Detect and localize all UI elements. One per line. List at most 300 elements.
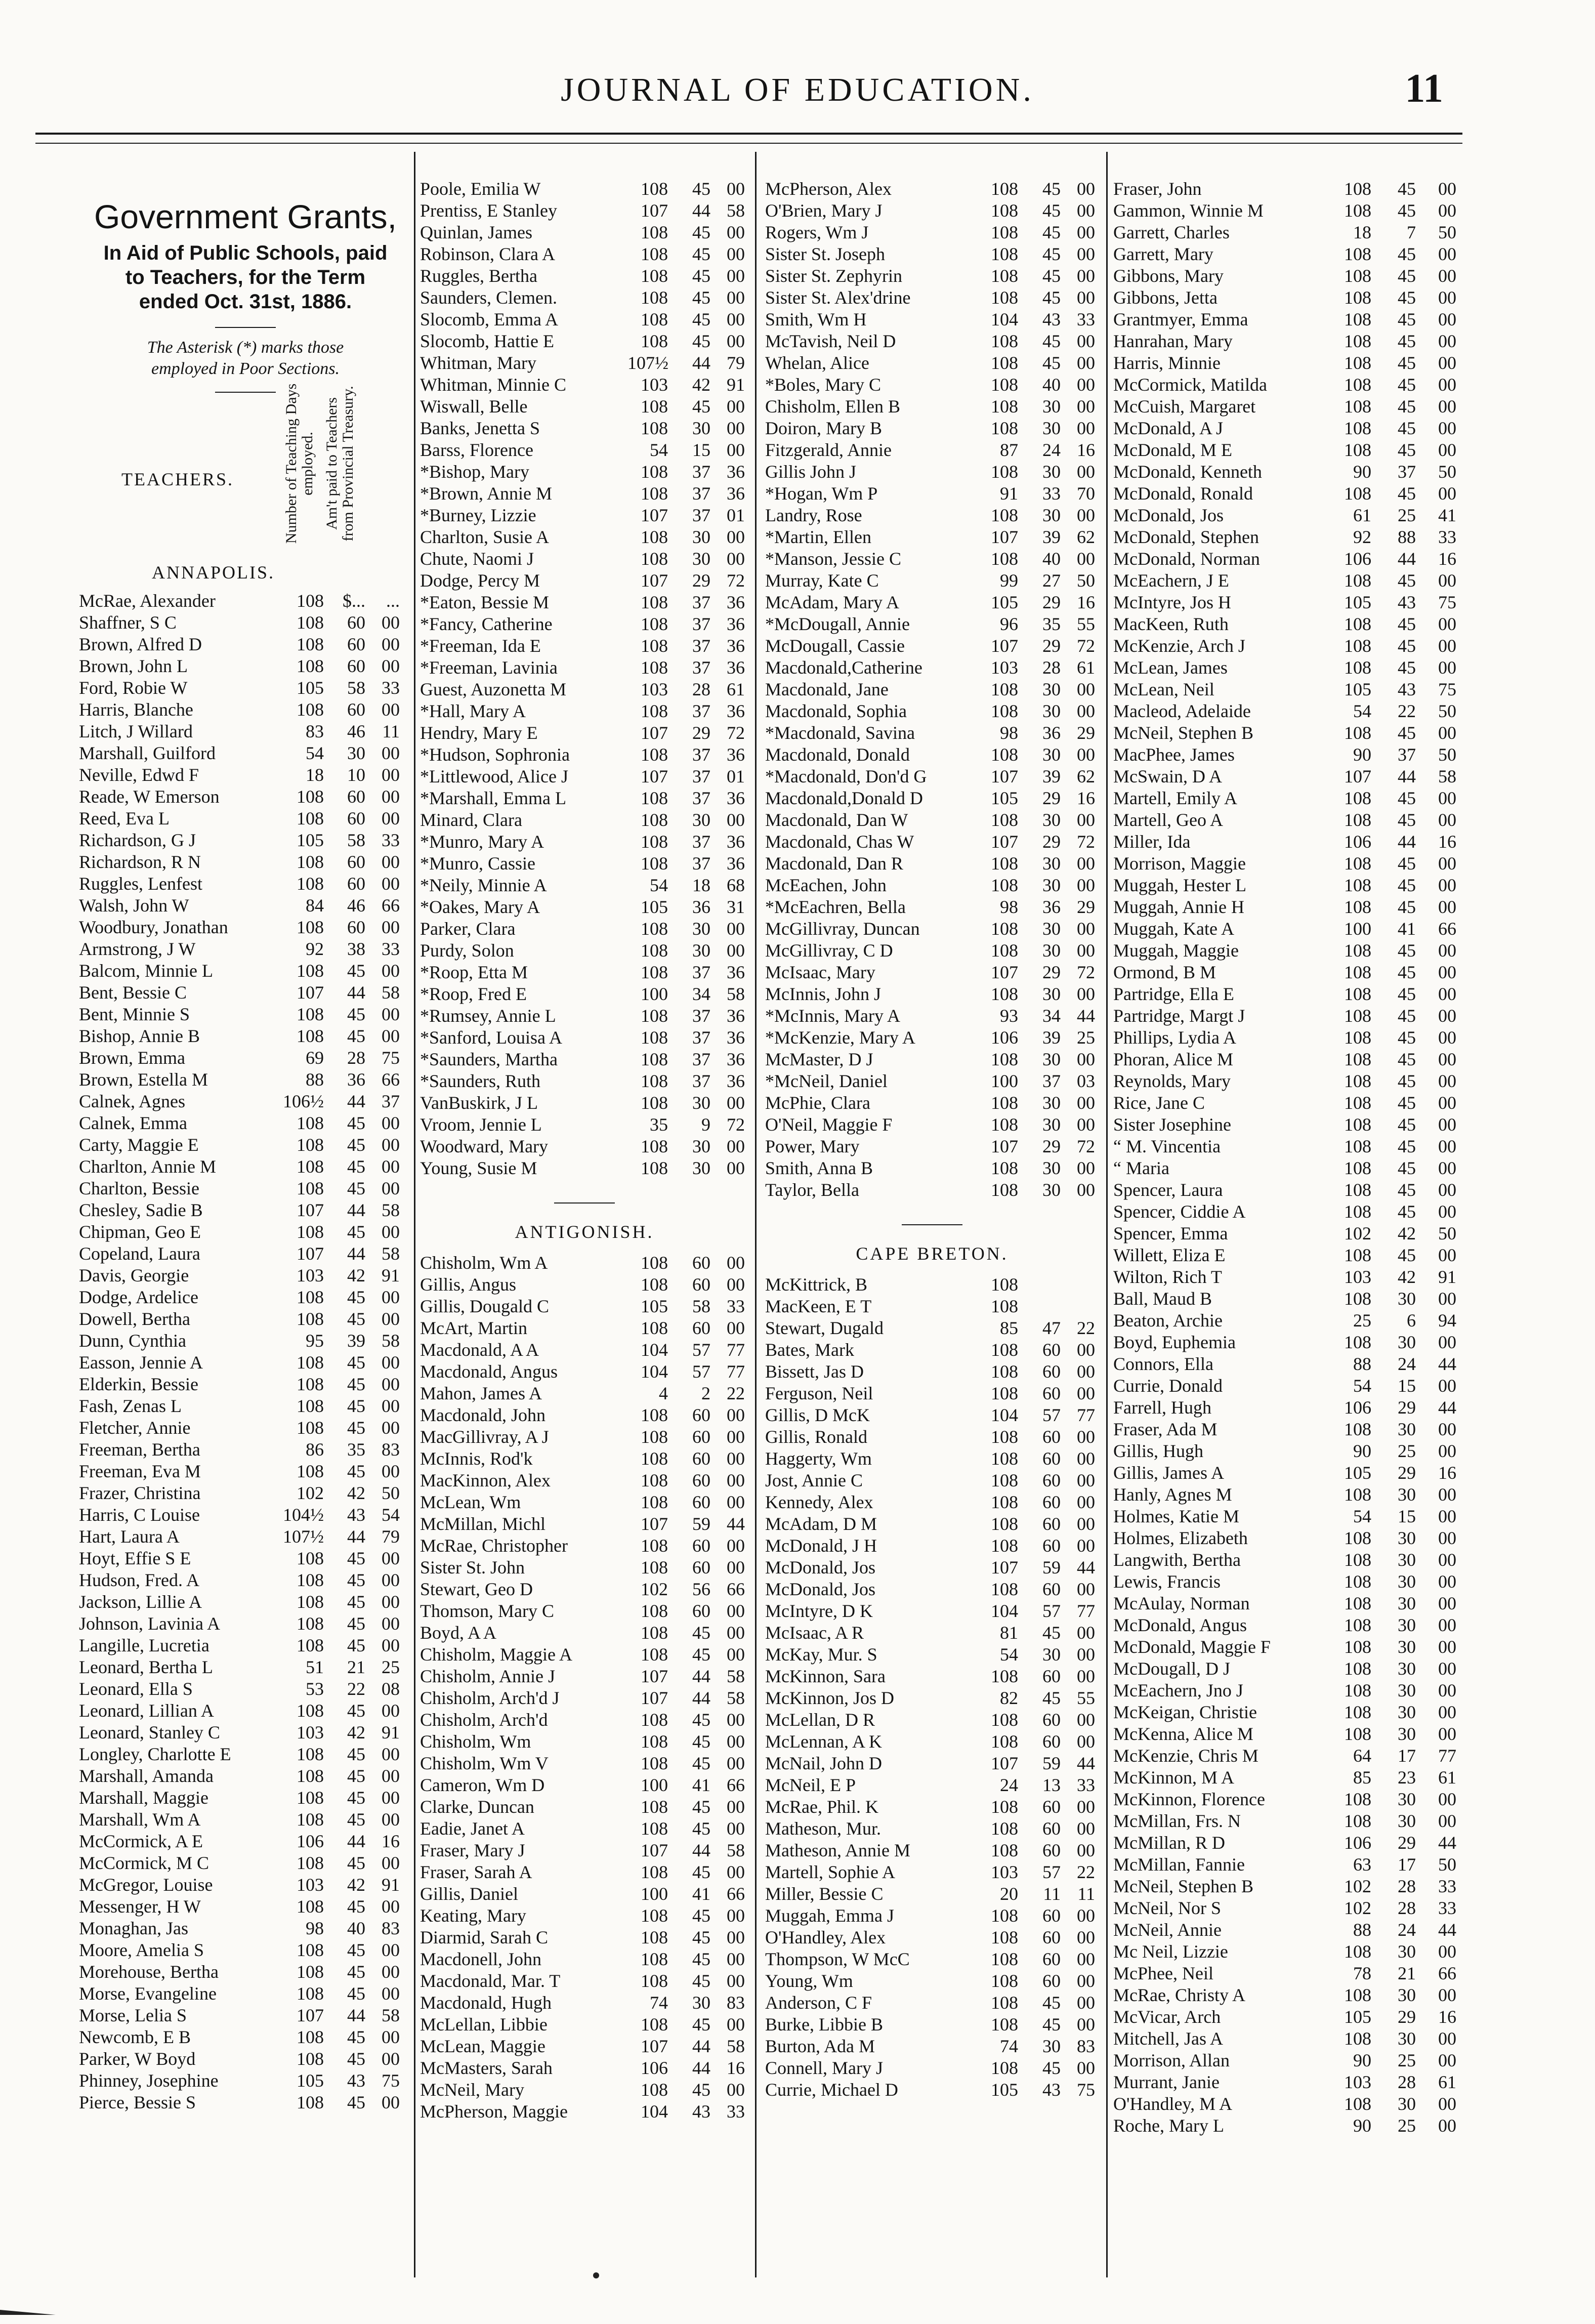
amount-cents: 00 (1077, 331, 1095, 351)
amount-dollars: 29 (1398, 1833, 1416, 1853)
section-antigonish: ANTIGONISH. (515, 1222, 654, 1242)
amount-dollars: 17 (1398, 1746, 1416, 1766)
days-employed: 108 (1344, 1136, 1371, 1156)
teacher-row (420, 287, 749, 309)
teacher-row (765, 526, 1099, 548)
days-employed: 107 (297, 982, 324, 1003)
days-employed: 107½ (627, 353, 668, 373)
grants-subtitle (81, 241, 410, 314)
amount-cents: 00 (1438, 788, 1456, 808)
days-employed: 54 (306, 743, 324, 763)
amount-cents: 00 (1438, 331, 1456, 351)
amount-cents: 72 (727, 570, 745, 591)
teacher-name: McIsaac, Mary (765, 962, 875, 982)
teacher-name: Keating, Mary (420, 1905, 526, 1926)
amount-cents: 00 (1438, 353, 1456, 373)
amount-dollars: 60 (347, 699, 365, 720)
days-employed: 108 (641, 1818, 668, 1839)
amount-cents: 08 (382, 1679, 400, 1699)
teacher-row (1113, 1288, 1462, 1310)
teacher-row (765, 1491, 1099, 1513)
teacher-name: Armstrong, J W (79, 939, 196, 959)
amount-dollars: 45 (1398, 331, 1416, 351)
amount-dollars: 45 (692, 1753, 710, 1773)
days-employed: 108 (991, 331, 1018, 351)
amount-dollars: 45 (1398, 723, 1416, 743)
teacher-row (765, 309, 1099, 330)
teacher-row (765, 918, 1099, 940)
days-employed: 108 (1344, 636, 1371, 656)
teacher-row (1113, 744, 1462, 766)
amount-dollars: 43 (1398, 679, 1416, 699)
days-employed: 108 (641, 1536, 668, 1556)
teacher-row (1113, 940, 1462, 962)
teacher-row (79, 2070, 410, 2092)
amount-cents: 79 (382, 1526, 400, 1547)
days-employed: 108 (297, 808, 324, 828)
amount-dollars: 29 (1042, 962, 1061, 982)
days-employed: 108 (297, 1222, 324, 1242)
teacher-name: Richardson, G J (79, 830, 196, 850)
days-employed: 108 (991, 179, 1018, 199)
amount-dollars: 45 (1398, 353, 1416, 373)
teacher-row (420, 2036, 749, 2057)
teacher-row (420, 461, 749, 483)
teacher-row (765, 592, 1099, 613)
amount-cents: 00 (727, 1731, 745, 1752)
teacher-row (420, 570, 749, 592)
teacher-name: MacGillivray, A J (420, 1427, 549, 1447)
teacher-row (765, 1557, 1099, 1579)
days-employed: 108 (991, 549, 1018, 569)
amount-dollars: 37 (692, 614, 710, 634)
teacher-name: McKinnon, Sara (765, 1666, 886, 1686)
teacher-row (1113, 1723, 1462, 1745)
teacher-row (1113, 896, 1462, 918)
days-employed: 108 (641, 1158, 668, 1178)
teacher-row (420, 1579, 749, 1600)
days-employed: 107 (991, 1557, 1018, 1578)
teacher-row (79, 982, 410, 1004)
days-employed: 107 (991, 636, 1018, 656)
amount-dollars: 39 (1042, 766, 1061, 786)
amount-cents: 00 (1438, 1941, 1456, 1962)
teacher-name: Fash, Zenas L (79, 1396, 182, 1416)
amount-cents: 66 (382, 1069, 400, 1090)
amount-cents: 00 (1438, 1332, 1456, 1352)
days-employed: 92 (1353, 527, 1371, 547)
teacher-row (765, 1157, 1099, 1179)
amount-cents: 61 (1438, 1767, 1456, 1788)
amount-cents: 00 (382, 1135, 400, 1155)
days-employed: 108 (1344, 2028, 1371, 2049)
days-employed: 108 (297, 634, 324, 654)
amount-dollars: 60 (1042, 1927, 1061, 1947)
teacher-name: Gillis, Ronald (765, 1427, 868, 1447)
days-employed: 108 (641, 810, 668, 830)
amount-cents: 00 (1438, 1180, 1456, 1200)
teacher-row (420, 983, 749, 1005)
teacher-name: Davis, Georgie (79, 1265, 189, 1285)
days-employed: 108 (1344, 984, 1371, 1004)
amount-dollars: 88 (1398, 527, 1416, 547)
days-employed: 108 (991, 1993, 1018, 2013)
amount-cents: 00 (382, 1570, 400, 1590)
amount-dollars: 45 (692, 266, 710, 286)
days-employed: 108 (641, 244, 668, 264)
teacher-name: McLellan, D R (765, 1710, 875, 1730)
amount-dollars: 21 (347, 1657, 365, 1677)
amount-cents: 00 (382, 1788, 400, 1808)
teacher-name: McIsaac, A R (765, 1623, 864, 1643)
teacher-row (1113, 983, 1462, 1005)
amount-cents: 00 (727, 1927, 745, 1947)
teacher-name: Walsh, John W (79, 895, 189, 916)
days-employed: 107 (297, 1243, 324, 1264)
days-employed: 104 (641, 1340, 668, 1360)
days-employed: 108 (297, 1766, 324, 1786)
amount-dollars: 45 (1398, 266, 1416, 286)
teacher-name: Calnek, Agnes (79, 1091, 185, 1111)
amount-dollars: 60 (347, 917, 365, 937)
days-employed: 108 (297, 1418, 324, 1438)
amount-dollars: 37 (692, 766, 710, 786)
teacher-name: Kennedy, Alex (765, 1492, 873, 1512)
amount-cents: 00 (1077, 1340, 1095, 1360)
amount-cents: 00 (1438, 200, 1456, 221)
teacher-name: Leonard, Bertha L (79, 1657, 213, 1677)
teacher-row (765, 962, 1099, 983)
teacher-row (1113, 2093, 1462, 2115)
days-employed: 103 (297, 1722, 324, 1742)
amount-dollars: 45 (347, 1962, 365, 1982)
amount-cents: 58 (727, 984, 745, 1004)
teacher-row (420, 1970, 749, 1992)
amount-dollars: 43 (1398, 592, 1416, 612)
teacher-row (420, 1491, 749, 1513)
days-employed: 107 (991, 1753, 1018, 1773)
amount-dollars: 45 (1042, 2014, 1061, 2035)
teacher-row (420, 1731, 749, 1753)
teacher-name: McLellan, Libbie (420, 2014, 548, 2035)
amount-cents: 00 (1077, 1666, 1095, 1686)
amount-cents: 00 (727, 331, 745, 351)
teacher-name: Gibbons, Jetta (1113, 287, 1218, 308)
days-employed: 107 (641, 766, 668, 786)
teacher-row (420, 1513, 749, 1535)
days-employed: 108 (297, 591, 324, 611)
teacher-row (79, 2005, 410, 2026)
teacher-name: Morse, Lelia S (79, 2005, 187, 2025)
amount-dollars: 60 (692, 1470, 710, 1490)
teacher-row (1113, 483, 1462, 505)
teacher-row (765, 1970, 1099, 1992)
days-employed: 108 (1344, 1332, 1371, 1352)
amount-dollars: 60 (692, 1253, 710, 1273)
teacher-name: Slocomb, Hattie E (420, 331, 554, 351)
teacher-row (765, 1361, 1099, 1383)
days-employed: 108 (991, 1536, 1018, 1556)
teacher-row (1113, 1876, 1462, 1897)
teacher-name: Murrant, Janie (1113, 2072, 1220, 2092)
teacher-row (420, 940, 749, 962)
teacher-row (765, 2036, 1099, 2057)
teacher-row (765, 1687, 1099, 1709)
amount-dollars: 30 (1398, 1571, 1416, 1592)
teacher-name: McVicar, Arch (1113, 2007, 1221, 2027)
amount-dollars: 34 (1042, 1006, 1061, 1026)
teacher-row (79, 829, 410, 851)
teacher-name: Thompson, W McC (765, 1949, 910, 1969)
amount-dollars: 45 (1042, 244, 1061, 264)
amount-dollars: 45 (1398, 1136, 1416, 1156)
amount-dollars: 45 (1398, 614, 1416, 634)
amount-cents: 79 (727, 353, 745, 373)
note-line: The Asterisk (*) marks those (147, 338, 344, 357)
teacher-name: Vroom, Jennie L (420, 1114, 542, 1135)
amount-dollars: 45 (692, 287, 710, 308)
amount-cents: 00 (727, 1448, 745, 1469)
teacher-row (765, 1731, 1099, 1753)
amount-dollars: 45 (347, 1418, 365, 1438)
teacher-row (79, 1831, 410, 1852)
amount-dollars: 34 (692, 984, 710, 1004)
divider (215, 327, 276, 328)
amount-cents: 00 (1077, 353, 1095, 373)
teacher-name: Doiron, Mary B (765, 418, 882, 438)
amount-cents: 58 (382, 1331, 400, 1351)
teacher-row (765, 265, 1099, 287)
amount-dollars: 60 (1042, 1448, 1061, 1469)
amount-dollars: 30 (1398, 1789, 1416, 1809)
teacher-name: Hanrahan, Mary (1113, 331, 1233, 351)
amount-cents: 00 (1438, 2028, 1456, 2049)
amount-cents: 00 (1077, 875, 1095, 895)
amount-dollars: 45 (1042, 200, 1061, 221)
amount-dollars: 30 (1398, 2028, 1416, 2049)
teacher-row (765, 2057, 1099, 2079)
teacher-name: Calnek, Emma (79, 1113, 187, 1133)
days-employed: 108 (1344, 853, 1371, 874)
teacher-name: Sister St. Alex'drine (765, 287, 911, 308)
amount-cents: 91 (1438, 1267, 1456, 1287)
teacher-name: Ball, Maud B (1113, 1289, 1212, 1309)
teacher-row (1113, 1049, 1462, 1070)
teacher-row (420, 396, 749, 418)
teacher-name: Currie, Michael D (765, 2080, 898, 2100)
amount-cents: 00 (1077, 1427, 1095, 1447)
teacher-name: McRae, Alexander (79, 591, 216, 611)
days-employed: 108 (641, 962, 668, 982)
teacher-row (420, 1600, 749, 1622)
amount-cents: 36 (727, 657, 745, 678)
amount-cents: 58 (1438, 766, 1456, 786)
teacher-name: Johnson, Lavinia A (79, 1613, 220, 1634)
teacher-name: Leonard, Ella S (79, 1679, 193, 1699)
teacher-name: Stewart, Geo D (420, 1579, 533, 1599)
amount-cents: 00 (382, 1809, 400, 1830)
teacher-name: *Oakes, Mary A (420, 897, 540, 917)
amount-dollars: 60 (692, 1536, 710, 1556)
teacher-row (1113, 1462, 1462, 1484)
days-employed: 108 (641, 1949, 668, 1969)
amount-cents: 00 (1077, 244, 1095, 264)
amount-cents: 50 (1438, 1854, 1456, 1875)
amount-dollars: 44 (692, 1688, 710, 1708)
amount-cents: 00 (382, 743, 400, 763)
teacher-row (79, 1983, 410, 2005)
teacher-name: McCuish, Margaret (1113, 396, 1256, 417)
amount-dollars: 30 (692, 527, 710, 547)
amount-cents: 00 (382, 699, 400, 720)
days-employed: 108 (991, 1274, 1018, 1295)
teacher-name: McMillan, Fannie (1113, 1854, 1245, 1875)
days-employed: 108 (297, 786, 324, 807)
teacher-name: Freeman, Bertha (79, 1439, 200, 1460)
teacher-name: Gillis John J (765, 462, 857, 482)
days-employed: 105 (991, 592, 1018, 612)
days-employed: 54 (1353, 701, 1371, 721)
teacher-name: Marshall, Wm A (79, 1809, 201, 1830)
amount-cents: 66 (727, 1579, 745, 1599)
teacher-row (79, 1243, 410, 1265)
amount-dollars: 60 (347, 852, 365, 872)
teacher-name: Partridge, Ella E (1113, 984, 1234, 1004)
days-employed: 105 (1344, 2007, 1371, 2027)
teacher-name: McRae, Christopher (420, 1536, 568, 1556)
amount-cents: 72 (1077, 1136, 1095, 1156)
amount-cents: 33 (727, 1296, 745, 1316)
teacher-name: Gillis, Dougald C (420, 1296, 550, 1316)
teacher-row (1113, 200, 1462, 222)
days-employed: 108 (297, 1983, 324, 2004)
teacher-row (420, 766, 749, 787)
days-employed: 108 (641, 1905, 668, 1926)
teacher-name: Macdonald, Sophia (765, 701, 907, 721)
teacher-name: Martell, Emily A (1113, 788, 1237, 808)
amount-dollars: 45 (347, 1809, 365, 1830)
amount-dollars: 45 (347, 1548, 365, 1568)
teacher-name: Morehouse, Bertha (79, 1962, 219, 1982)
teacher-row (765, 1027, 1099, 1049)
teacher-name: Jackson, Lillie A (79, 1592, 202, 1612)
teacher-row (765, 1136, 1099, 1157)
teacher-row (1113, 592, 1462, 613)
amount-dollars: 41 (692, 1884, 710, 1904)
teacher-row (765, 1470, 1099, 1491)
amount-dollars: 30 (1042, 744, 1061, 765)
teacher-name: McAulay, Norman (1113, 1593, 1250, 1613)
amount-dollars: 25 (1398, 1441, 1416, 1461)
teacher-row (1113, 1702, 1462, 1723)
teacher-name: “ M. Vincentia (1113, 1136, 1221, 1156)
teacher-row (79, 1091, 410, 1112)
teacher-row (79, 1374, 410, 1395)
days-employed: 108 (641, 179, 668, 199)
amount-cents: 00 (1438, 418, 1456, 438)
amount-dollars: 45 (347, 1940, 365, 1960)
amount-dollars: 24 (1398, 1354, 1416, 1374)
subtitle-line: to Teachers, for the Term (125, 266, 366, 288)
teacher-row (420, 1687, 749, 1709)
teacher-row (79, 917, 410, 938)
amount-dollars: 45 (1398, 1049, 1416, 1069)
teacher-name: Brown, Alfred D (79, 634, 202, 654)
amount-dollars: 45 (1398, 483, 1416, 504)
amount-dollars: 45 (692, 1710, 710, 1730)
teacher-name: O'Brien, Mary J (765, 200, 883, 221)
teacher-name: McNeil, Stephen B (1113, 723, 1253, 743)
amount-cents: 00 (727, 1274, 745, 1295)
days-employed: 108 (991, 418, 1018, 438)
teacher-name: Frazer, Christina (79, 1483, 201, 1503)
teacher-row (420, 1840, 749, 1861)
amount-dollars: 45 (347, 1896, 365, 1917)
amount-cents: 00 (382, 874, 400, 894)
amount-dollars: 22 (347, 1679, 365, 1699)
days-employed: 108 (641, 1731, 668, 1752)
days-employed: 108 (1344, 1941, 1371, 1962)
teacher-row (420, 1774, 749, 1796)
header-rule-thin (35, 143, 1462, 144)
teacher-name: McCormick, Matilda (1113, 375, 1267, 395)
teacher-name: Macleod, Adelaide (1113, 701, 1251, 721)
days-employed: 108 (1344, 1985, 1371, 2005)
amount-dollars: 59 (692, 1514, 710, 1534)
amount-cents: 00 (1438, 1637, 1456, 1657)
days-employed: 53 (306, 1679, 324, 1699)
teacher-row (79, 634, 410, 655)
amount-cents: 00 (1438, 1724, 1456, 1744)
days-employed: 108 (991, 1797, 1018, 1817)
amount-cents: 00 (382, 1222, 400, 1242)
days-employed: 108 (991, 1905, 1018, 1926)
days-employed: 90 (1353, 1441, 1371, 1461)
amount-cents: 03 (1077, 1071, 1095, 1091)
teacher-name: McKenna, Alice M (1113, 1724, 1253, 1744)
amount-dollars: 39 (1042, 1027, 1061, 1048)
days-employed: 108 (641, 853, 668, 874)
amount-dollars: 45 (1398, 1114, 1416, 1135)
teacher-row (420, 1796, 749, 1818)
days-employed: 108 (641, 266, 668, 286)
amount-dollars: 45 (1398, 1027, 1416, 1048)
amount-cents: 00 (1077, 984, 1095, 1004)
amount-cents: 00 (382, 1548, 400, 1568)
teacher-row (1113, 613, 1462, 635)
amount-cents: 16 (1438, 832, 1456, 852)
amount-dollars: 45 (347, 2049, 365, 2069)
amount-dollars: 29 (1042, 592, 1061, 612)
teacher-name: Morrison, Allan (1113, 2050, 1230, 2070)
amount-cents: 00 (727, 1644, 745, 1665)
teacher-row (420, 1027, 749, 1049)
teacher-name: Connell, Mary J (765, 2058, 883, 2078)
teacher-name: Currie, Donald (1113, 1376, 1223, 1396)
amount-dollars: 60 (347, 874, 365, 894)
teacher-name: Parker, Clara (420, 919, 516, 939)
amount-cents: 36 (727, 483, 745, 504)
teacher-row (1113, 1636, 1462, 1658)
days-employed: 90 (1353, 2115, 1371, 2136)
teacher-row (420, 657, 749, 679)
amount-dollars: 44 (692, 1840, 710, 1860)
amount-cents: 00 (1438, 1006, 1456, 1026)
amount-dollars: 58 (347, 830, 365, 850)
teacher-name: *McDougall, Annie (765, 614, 910, 634)
teacher-name: Hanly, Agnes M (1113, 1484, 1232, 1505)
teacher-name: Young, Susie M (420, 1158, 537, 1178)
